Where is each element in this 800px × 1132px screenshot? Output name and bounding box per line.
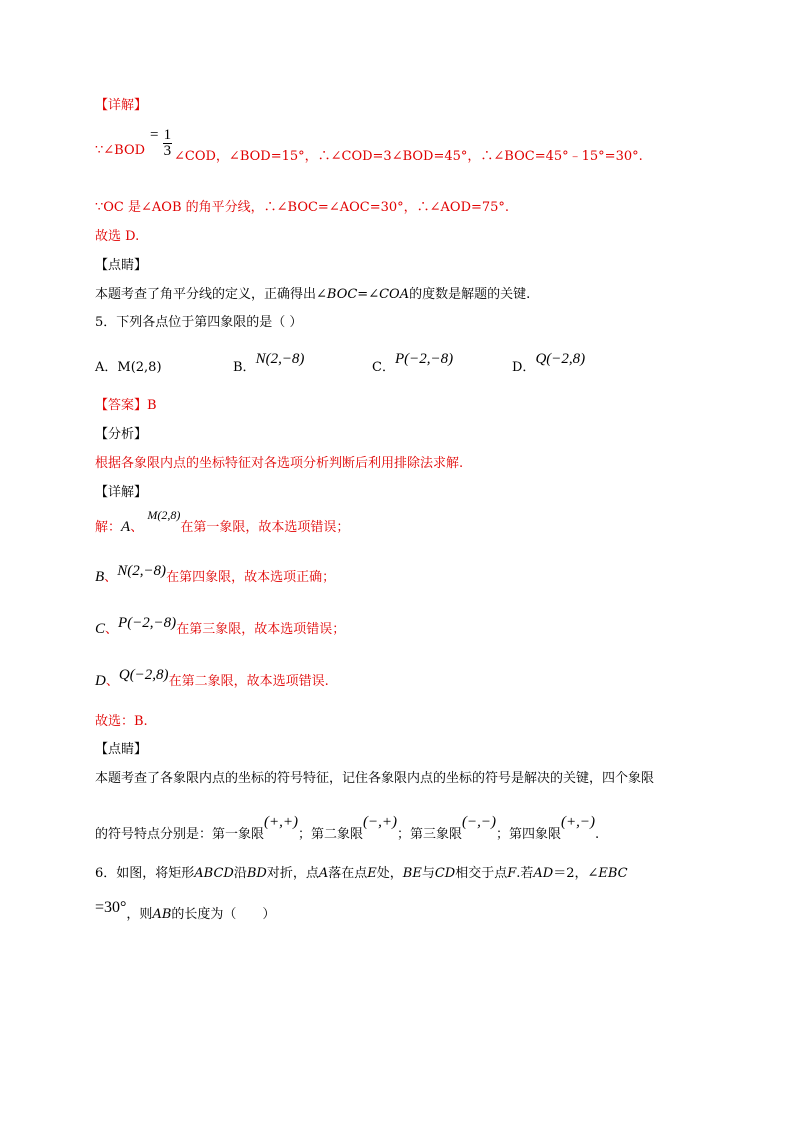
detail-letter: A	[121, 519, 131, 535]
q5-option-a	[95, 356, 162, 375]
sign-q3: (−,−)	[462, 814, 496, 830]
comment-text: ；第二象限	[298, 827, 364, 842]
q6-var-ebc: ∠EBC	[587, 866, 628, 881]
q5-detail-heading: 【详解】	[95, 485, 148, 500]
q6-var-e: E	[367, 866, 377, 881]
q5-detail-c	[95, 615, 346, 639]
detail-line-1	[95, 142, 145, 160]
q6-text: 6．如图，将矩形	[95, 866, 195, 881]
option-value: P(−2,−8)	[394, 351, 454, 367]
option-label: C．	[372, 360, 395, 375]
comment-angle-expr: ∠BOC=∠COA	[316, 287, 410, 302]
comment-text: ；第三象限	[397, 827, 463, 842]
q5-comment-line-1: 本题考查了各象限内点的坐标的符号特征，记住各象限内点的坐标的符号是解决的关键，四个象限	[95, 771, 655, 786]
q5-analysis-text: 根据各象限内点的坐标特征对各选项分析判断后利用排除法求解.	[95, 456, 464, 471]
detail-sep: 、	[105, 674, 119, 689]
q5-detail-b	[95, 563, 336, 587]
q6-text: 的长度为（ ）	[171, 907, 276, 922]
detail-text: 在第二象限，故本选项错误.	[168, 674, 329, 689]
q6-text: 与	[421, 866, 435, 881]
detail-sep: 、	[104, 570, 118, 585]
sign-q1: (+,+)	[264, 814, 298, 830]
q6-text: 沿	[233, 866, 247, 881]
q6-text: ＝2，	[553, 866, 588, 881]
one-third-fraction	[150, 128, 172, 159]
q5-option-b	[233, 348, 305, 375]
option-value: M(2,8)	[117, 360, 162, 375]
q5-analysis-heading: 【分析】	[95, 427, 148, 442]
detail-point: P(−2,−8)	[118, 615, 177, 631]
fraction-numerator: 1	[163, 127, 172, 143]
comment-line	[95, 286, 530, 304]
q5-comment-heading: 【点睛】	[95, 742, 148, 757]
option-value: N(2,−8)	[255, 351, 305, 367]
comment-text: ；第四象限	[496, 827, 562, 842]
q6-text: ，则	[126, 907, 153, 922]
q6-var-abcd: ABCD	[194, 866, 234, 881]
q6-text: 处，	[376, 866, 403, 881]
q6-var-a: A	[318, 866, 329, 881]
q6-text: 落在点	[328, 866, 368, 881]
fraction	[163, 128, 173, 159]
comment-text: 的符号特点分别是：第一象限	[95, 827, 265, 842]
q6-angle-value: =30°	[95, 899, 127, 916]
q5-stem: 5．下列各点位于第四象限的是（ ）	[95, 315, 303, 330]
detail-line-3: 故选 D.	[95, 229, 140, 244]
q6-text: 对折，点	[266, 866, 319, 881]
detail-sep: 、	[105, 622, 119, 637]
detail-line-1-rest: ∠COD，∠BOD=15°，∴∠COD=3∠BOD=45°，∴∠BOC=45°﹣15°=30°.	[174, 149, 643, 164]
q6-var-bd: BD	[246, 866, 267, 881]
detail-text: 在第三象限，故本选项错误；	[176, 622, 346, 637]
detail-point: Q(−2,8)	[118, 667, 169, 683]
q5-answer: 【答案】B	[95, 398, 157, 413]
because-symbol: ∵	[95, 143, 104, 158]
q6-var-ad: AD	[533, 866, 554, 881]
q5-comment-line-2	[95, 814, 600, 844]
fraction-denominator: 3	[163, 143, 172, 159]
q6-text: .若	[516, 866, 534, 881]
option-value: Q(−2,8)	[535, 351, 586, 367]
q6-line-1	[95, 865, 628, 883]
detail-prefix: 解：	[95, 520, 122, 535]
q6-var-be: BE	[402, 866, 422, 881]
detail-line-2: ∵OC 是∠AOB 的角平分线，∴∠BOC=∠AOC=30°，∴∠AOD=75°.	[95, 200, 510, 215]
equals-sign: =	[150, 127, 159, 143]
option-label: A．	[95, 360, 118, 375]
q5-detail-a	[95, 508, 350, 537]
q6-var-ab: AB	[152, 907, 172, 922]
q5-option-c	[372, 348, 454, 375]
q5-detail-d	[95, 667, 329, 691]
detail-sep: 、	[130, 520, 144, 535]
angle-bod: ∠BOD	[103, 143, 146, 158]
detail-letter: B	[95, 569, 105, 585]
detail-point: N(2,−8)	[117, 563, 167, 579]
q5-option-d	[512, 348, 586, 375]
detail-text: 在第一象限，故本选项错误；	[180, 520, 350, 535]
detail-letter: D	[95, 673, 106, 689]
q6-var-f: F	[507, 866, 517, 881]
comment-text-pre: 本题考查了角平分线的定义，正确得出	[95, 287, 317, 302]
q6-text: 相交于点	[455, 866, 508, 881]
detail-point: M(2,8)	[147, 508, 181, 522]
comment-heading: 【点睛】	[95, 258, 148, 273]
sign-q2: (−,+)	[363, 814, 397, 830]
detail-heading: 【详解】	[95, 98, 148, 113]
option-label: D．	[512, 360, 536, 375]
q5-choose: 故选：B.	[95, 714, 148, 729]
detail-letter: C	[95, 621, 106, 637]
comment-text: .	[595, 827, 600, 842]
q6-line-2	[95, 899, 276, 924]
q6-var-cd: CD	[434, 866, 456, 881]
detail-text: 在第四象限，故本选项正确；	[166, 570, 336, 585]
comment-text-post: 的度数是解题的关键.	[409, 287, 531, 302]
sign-q4: (+,−)	[561, 814, 595, 830]
option-label: B．	[233, 360, 256, 375]
